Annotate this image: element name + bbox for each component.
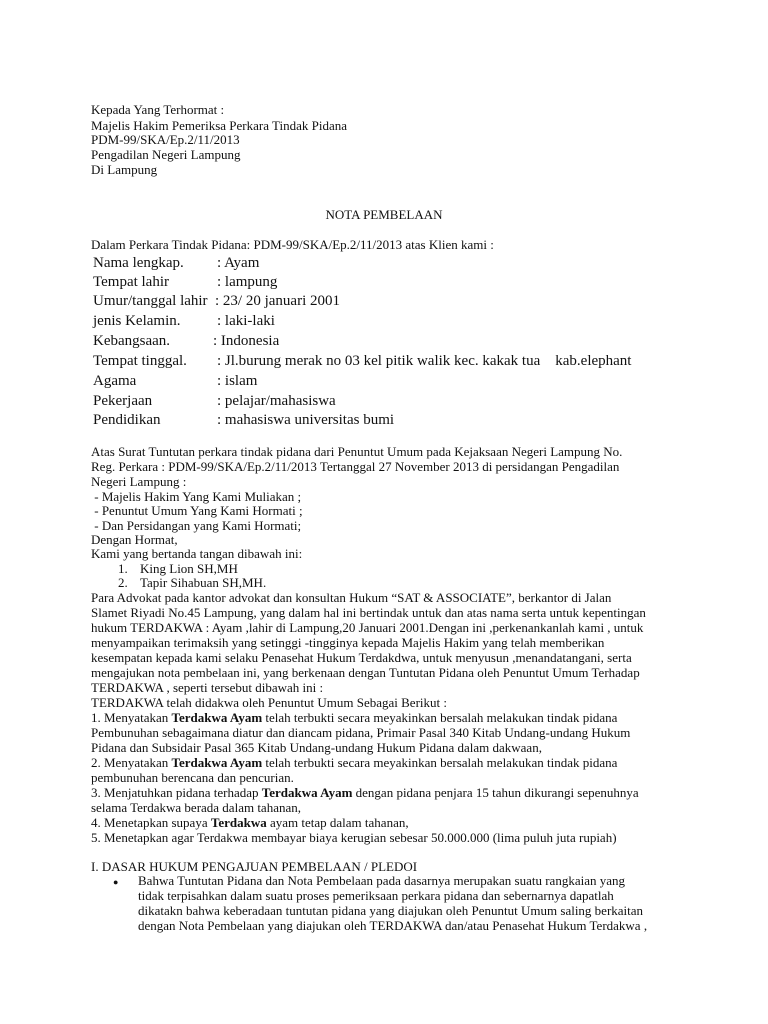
identity-value: : lampung (217, 274, 278, 290)
salutation-line: - Penuntut Umum Yang Kami Hormati ; (91, 503, 303, 518)
charge-text: dengan pidana penjara 15 tahun dikurangi sepenuhnya (352, 785, 639, 800)
body-line: TERDAKWA , seperti tersebut dibawah ini : (91, 680, 324, 695)
section-line: dikatakn bahwa keberadaan tuntutan pidana yang diajukan oleh Penuntut Umum saling berkaitan (138, 903, 644, 918)
identity-value: : islam (217, 373, 258, 389)
identity-label: jenis Kelamin. (93, 313, 181, 329)
case-number: PDM-99/SKA/Ep.2/11/2013 (91, 132, 240, 147)
charge-line: pembunuhan berencana dan pencurian. (91, 770, 294, 785)
identity-value: : Ayam (217, 255, 260, 271)
identity-value: : Jl.burung merak no 03 kel pitik walik kec. kakak tua kab.elephant (217, 353, 632, 369)
charge-text: telah terbukti secara meyakinkan bersalah melakukan tindak pidana (262, 755, 618, 770)
body-line: Para Advokat pada kantor advokat dan konsultan Hukum “SAT & ASSOCIATE”, berkantor di Jalan (91, 590, 612, 605)
identity-value: : pelajar/mahasiswa (217, 393, 336, 409)
bullet-icon: ● (113, 877, 119, 887)
signatory-name: Tapir Sihabuan SH,MH. (140, 575, 267, 590)
section-line: tidak terpisahkan dalam suatu proses pemeriksaan perkara pidana dan sebernarnya dapatlah (138, 888, 614, 903)
body-line: TERDAKWA telah didakwa oleh Penuntut Umum Sebagai Berikut : (91, 695, 447, 710)
identity-value: : mahasiswa universitas bumi (217, 412, 395, 428)
charge-text: 4. Menetapkan supaya (91, 815, 211, 830)
charge-line: Pembunuhan sebagaimana diatur dan diancam pidana, Primair Pasal 340 Kitab Undang-undang Hukum (91, 725, 631, 740)
body-line: mengajukan nota pembelaan ini, yang berkenaan dengan Tuntutan Pidana oleh Penuntut Umum Terhadap (91, 665, 640, 680)
charge-defendant: Terdakwa Ayam (261, 785, 353, 800)
identity-label: Nama lengkap. (93, 255, 184, 271)
signatory-number: 1. (118, 561, 128, 576)
salutation-line: - Majelis Hakim Yang Kami Muliakan ; (91, 489, 302, 504)
signatory-number: 2. (118, 575, 128, 590)
body-line: Negeri Lampung : (91, 474, 187, 489)
charge-line: selama Terdakwa berada dalam tahanan, (91, 800, 301, 815)
identity-value: : Indonesia (213, 333, 280, 349)
body-line: hukum TERDAKWA : Ayam ,lahir di Lampung,20 Januari 2001.Dengan ini ,perkenankanlah kami , untuk (91, 620, 644, 635)
charge-line: Pidana dan Subsidair Pasal 365 Kitab Undang-undang Hukum Pidana dalam dakwaan, (91, 740, 542, 755)
address-line: Kepada Yang Terhormat : (91, 102, 225, 117)
charge-defendant: Terdakwa (210, 815, 267, 830)
address-line: Di Lampung (91, 162, 158, 177)
body-line: menyampaikan terimaksih yang setinggi -tingginya kepada Majelis Hakim yang telah memberikan (91, 635, 605, 650)
charge-text: 2. Menyatakan (91, 755, 172, 770)
identity-value: : laki-laki (217, 313, 275, 329)
body-line: Dengan Hormat, (91, 532, 178, 547)
body-line: kesempatan kepada kami selaku Penasehat Hukum Terdakdwa, untuk menyusun ,menandatangani, serta (91, 650, 632, 665)
address-line: Majelis Hakim Pemeriksa Perkara Tindak Pidana (91, 118, 347, 133)
identity-label: Pekerjaan (93, 393, 153, 409)
charge-defendant: Terdakwa Ayam (171, 755, 263, 770)
body-line: Atas Surat Tuntutan perkara tindak pidana dari Penuntut Umum pada Kejaksaan Negeri Lampung No. (91, 444, 623, 459)
body-line: Slamet Riyadi No.45 Lampung, yang dalam hal ini bertindak untuk dan atas nama serta untuk kepentingan (91, 605, 646, 620)
salutation-line: - Dan Persidangan yang Kami Hormati; (91, 518, 302, 533)
charge-defendant: Terdakwa Ayam (171, 710, 263, 725)
signatory-name: King Lion SH,MH (140, 561, 238, 576)
charge-line: 5. Menetapkan agar Terdakwa membayar biaya kerugian sebesar 50.000.000 (lima puluh juta rupiah) (91, 830, 617, 845)
charge-text: 3. Menjatuhkan pidana terhadap (91, 785, 262, 800)
address-line: Pengadilan Negeri Lampung (91, 147, 241, 162)
identity-label: Pendidikan (93, 412, 161, 428)
section-heading: I. DASAR HUKUM PENGAJUAN PEMBELAAN / PLEDOI (91, 859, 418, 874)
intro-line: Dalam Perkara Tindak Pidana: PDM-99/SKA/Ep.2/11/2013 atas Klien kami : (91, 237, 494, 252)
identity-label: Tempat tinggal. (93, 353, 187, 369)
identity-label: Agama (93, 373, 137, 389)
charge-text: ayam tetap dalam tahanan, (266, 815, 409, 830)
document-title: NOTA PEMBELAAN (325, 207, 443, 222)
section-line: dengan Nota Pembelaan yang diajukan oleh TERDAKWA dan/atau Penasehat Hukum Terdakwa , (138, 918, 648, 933)
charge-text: telah terbukti secara meyakinkan bersalah melakukan tindak pidana (262, 710, 618, 725)
section-line: Bahwa Tuntutan Pidana dan Nota Pembelaan pada dasarnya merupakan suatu rangkaian yang (138, 873, 625, 888)
identity-label: Kebangsaan. (93, 333, 171, 349)
charge-text: 1. Menyatakan (91, 710, 172, 725)
identity-value: : 23/ 20 januari 2001 (215, 293, 340, 309)
identity-label: Tempat lahir (93, 274, 170, 290)
identity-label: Umur/tanggal lahir (93, 293, 208, 309)
body-line: Reg. Perkara : PDM-99/SKA/Ep.2/11/2013 Tertanggal 27 November 2013 di persidangan Pengadilan (91, 459, 620, 474)
body-line: Kami yang bertanda tangan dibawah ini: (91, 546, 303, 561)
